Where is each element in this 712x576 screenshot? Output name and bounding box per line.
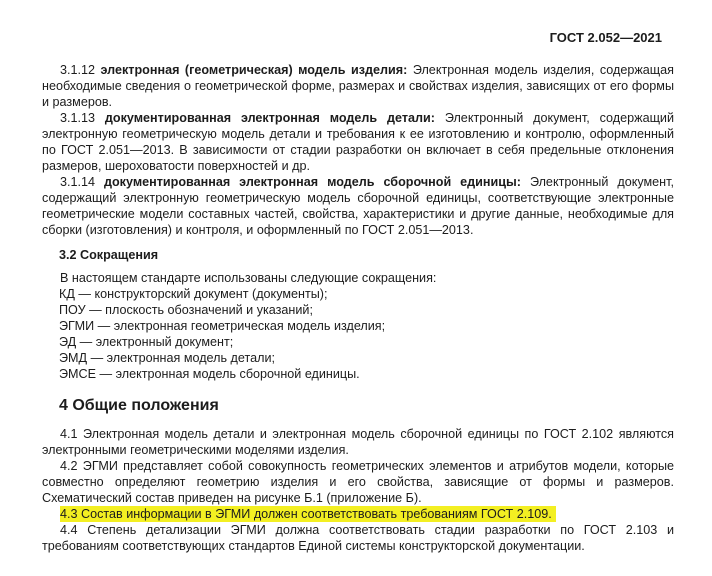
term-definition: Электронный документ, содержащий электронную геометрическую модель сборочной единицы, соответствующие электронные геометрические модели составных частей, свойства, характеристики и другие данные, необходимые для сборки (изготовления) и контроля, и оформленный по ГОСТ 2.051—2013. [42,175,674,237]
list-item: ЭМСЕ — электронная модель сборочной единицы. [59,367,360,381]
abbreviations-heading: 3.2 Сокращения [59,248,159,262]
term-3-1-13 [42,110,674,174]
term-number: 3.1.12 [60,63,96,77]
term-definition: Электронная модель изделия, содержащая необходимые сведения о геометрической форме, размерах и свойствах изделия, зависящих от его формы и размеров. [42,63,674,109]
highlighted-text: 4.3 Состав информации в ЭГМИ должен соответствовать требованиям ГОСТ 2.109. [60,506,556,522]
clause-4-1: 4.1 Электронная модель детали и электронная модель сборочной единицы по ГОСТ 2.102 являются электронными геометрическими моделями изделия. [42,427,674,457]
list-item: ЭД — электронный документ; [59,335,234,349]
term-definition: Электронный документ, содержащий электронную геометрическую модель детали и требования к ее изготовлению и контролю, оформленный по ГОСТ 2.051—2013. В зависимости от стадии разработки он включает в себя предельные отклонения размеров, шероховатости поверхностей и др. [42,111,675,173]
list-item: ЭГМИ — электронная геометрическая модель изделия; [59,319,386,333]
term-number: 3.1.13 [60,111,96,125]
term-name: документированная электронная модель детали: [104,111,435,125]
term-3-1-14 [42,174,674,238]
section-4-heading: 4 Общие положения [59,397,219,414]
list-item: ПОУ — плоскость обозначений и указаний; [59,303,313,317]
abbreviations-intro: В настоящем стандарте использованы следующие сокращения: [60,271,437,285]
standard-code: ГОСТ 2.052—2021 [549,30,662,45]
list-item: КД — конструкторский документ (документы); [59,287,328,301]
clause-4-2: 4.2 ЭГМИ представляет собой совокупность геометрических элементов и атрибутов модели, которые совместно определяют геометрию изделия и его свойства, зависящие от формы и размеров. Схематический состав приведен на рисунке Б.1 (приложение Б). [42,459,674,505]
clause-4-4: 4.4 Степень детализации ЭГМИ должна соответствовать стадии разработки по ГОСТ 2.103 и требованиям соответствующих стандартов Единой системы конструкторской документации. [42,523,674,553]
term-name: документированная электронная модель сборочной единицы: [104,175,521,189]
term-name: электронная (геометрическая) модель изделия: [100,63,408,77]
term-number: 3.1.14 [60,175,96,189]
list-item: ЭМД — электронная модель детали; [59,351,275,365]
document-body [42,62,674,554]
clause-4-3 [42,506,674,522]
abbreviations-list [42,286,674,382]
term-3-1-12 [42,62,674,110]
